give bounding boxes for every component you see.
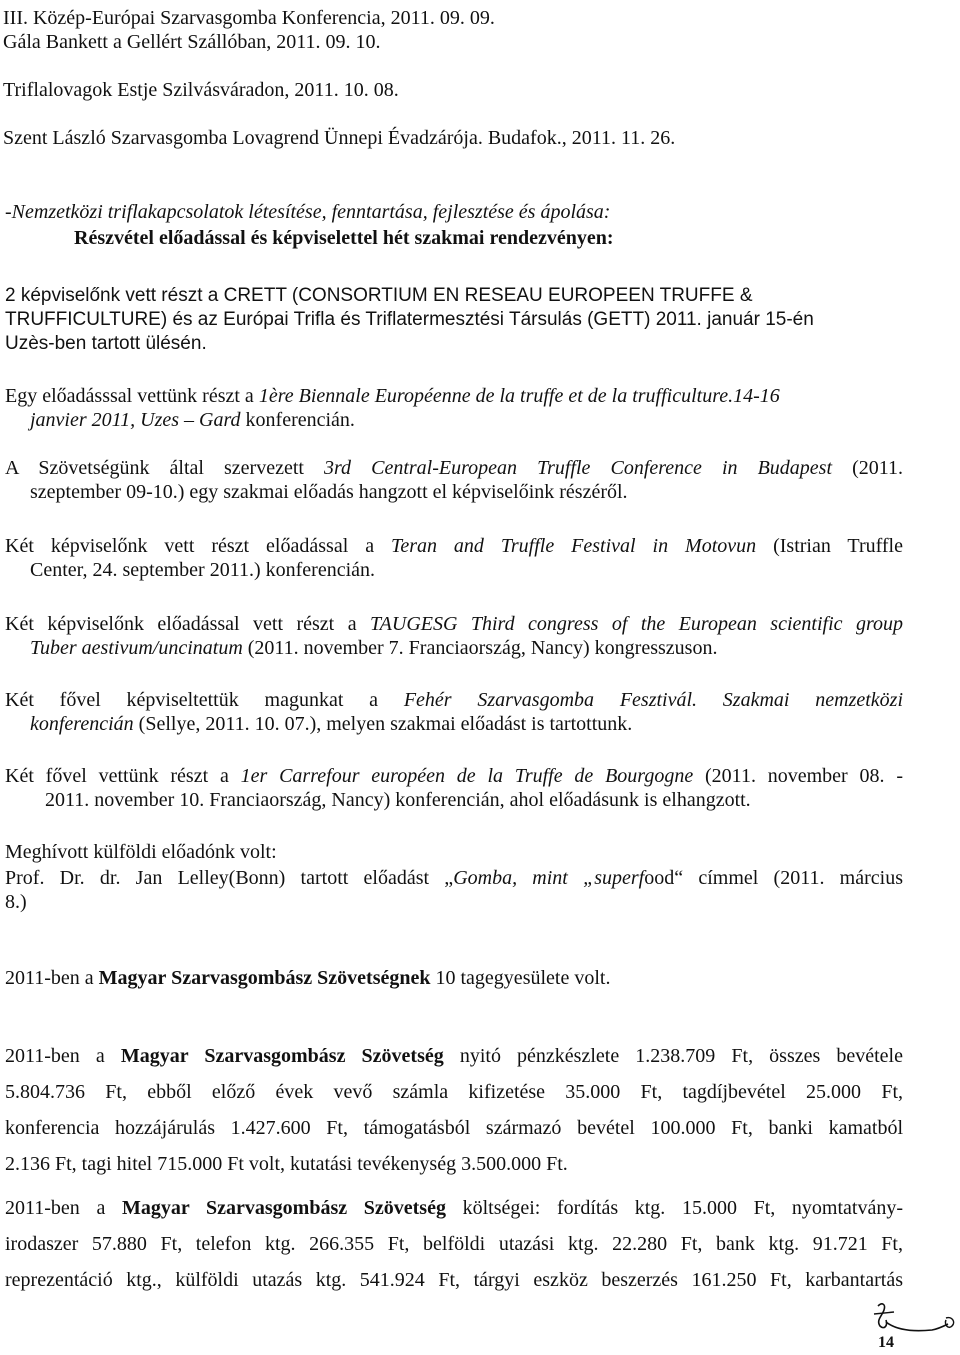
paragraph-line: 2.136 Ft, tagi hitel 715.000 Ft volt, kutatási tevékenység 3.500.000 Ft.: [5, 1153, 568, 1175]
event-title: TAUGESG Third congress of the European scientific group: [370, 613, 903, 635]
text-run: 2011-ben a: [5, 967, 99, 989]
paragraph-line: konferencia hozzájárulás 1.427.600 Ft, támogatásból származó bevétel 100.000 Ft, banki kamatból: [5, 1117, 903, 1139]
text-run: Két fővel vettünk részt a: [5, 765, 241, 787]
paragraph-line: 5.804.736 Ft, ebből előző évek vevő számla kifizetése 35.000 Ft, tagdíjbevétel 25.000 Ft,: [5, 1081, 903, 1103]
event-line: Gála Bankett a Gellért Szállóban, 2011. 09. 10.: [3, 31, 381, 53]
event-title: 1ère Biennale Européenne de la truffe et de la trufficulture.14-16: [258, 385, 780, 407]
event-title: konferencián: [30, 713, 134, 735]
event-title: 1er Carrefour européen de la Truffe de Bourgogne: [240, 765, 694, 787]
text-run: ood“ címmel (2011. március: [644, 867, 903, 889]
paragraph-line: [5, 866, 903, 890]
text-run: Két fővel képviseltettük magunkat a: [5, 689, 404, 711]
paragraph-line: reprezentáció ktg., külföldi utazás ktg. 541.924 Ft, tárgyi eszköz beszerzés 161.250 Ft, karbantartás: [5, 1269, 903, 1291]
text-run: (2011. november 7. Franciaország, Nancy) kongresszuson.: [242, 637, 718, 659]
paragraph-line: irodaszer 57.880 Ft, telefon ktg. 266.355 Ft, belföldi utazási ktg. 22.280 Ft, bank ktg. 91.721 Ft,: [5, 1233, 903, 1255]
text-run: (2011.: [832, 457, 903, 479]
text-run: A Szövetségünk által szervezett: [5, 457, 325, 479]
event-title: Teran and Truffle Festival in Motovun: [391, 535, 757, 557]
paragraph-line: [30, 636, 717, 660]
paragraph-line: 8.): [5, 891, 27, 913]
paragraph-line: [5, 764, 903, 788]
text-run: konferencián.: [240, 409, 355, 431]
event-title: janvier 2011, Uzes – Gard: [30, 409, 241, 431]
section-heading: -Nemzetközi triflakapcsolatok létesítése, fenntartása, fejlesztése és ápolása:: [5, 201, 611, 223]
text-run: nyitó pénzkészlete 1.238.709 Ft, összes bevétele: [443, 1045, 903, 1067]
paragraph-line: [5, 612, 903, 636]
text-run: (2011. november 08. -: [693, 765, 903, 787]
event-line: III. Közép-Európai Szarvasgomba Konferencia, 2011. 09. 09.: [3, 7, 495, 29]
text-run: (Istrian Truffle: [756, 535, 903, 557]
text-run: 2011-ben a: [5, 1045, 121, 1067]
paragraph-line: 2 képviselőnk vett részt a CRETT (CONSORTIUM EN RESEAU EUROPEEN TRUFFE &: [5, 285, 753, 306]
paragraph-line: [5, 688, 903, 712]
text-run: költségei: fordítás ktg. 15.000 Ft, nyomtatvány-: [445, 1197, 903, 1219]
organization-name: Magyar Szarvasgombász Szövetség: [120, 1045, 444, 1067]
paragraph-line: szeptember 09-10.) egy szakmai előadás hangzott el képviselőink részéről.: [30, 481, 628, 503]
paragraph-line: [5, 966, 610, 990]
event-title: Tuber aestivum/uncinatum: [30, 637, 243, 659]
paragraph-line: Uzès-ben tartott ülésén.: [5, 333, 207, 354]
event-title: 3rd Central-European Truffle Conference in Budapest: [324, 457, 833, 479]
paragraph-line: [30, 408, 355, 432]
text-run: 2011-ben a: [5, 1197, 122, 1219]
event-title: Fehér Szarvasgomba Fesztivál. Szakmai nemzetközi: [403, 689, 903, 711]
paragraph-line: [5, 1044, 903, 1068]
page-number: 14: [878, 1334, 894, 1351]
paragraph-line: [5, 456, 903, 480]
paragraph-line: TRUFFICULTURE) és az Európai Trifla és Triflatermesztési Társulás (GETT) 2011. január 15-én: [5, 309, 814, 330]
paragraph-line: [5, 1196, 903, 1220]
paragraph-line: 2011. november 10. Franciaország, Nancy) konferencián, ahol előadásunk is elhangzott.: [45, 789, 751, 811]
event-line: Szent László Szarvasgomba Lovagrend Ünnepi Évadzárója. Budafok., 2011. 11. 26.: [3, 127, 676, 149]
section-subheading: Részvétel előadással és képviselettel hét szakmai rendezvényen:: [74, 227, 614, 249]
paragraph-line: Meghívott külföldi előadónk volt:: [5, 841, 277, 863]
text-run: Egy előadásssal vettünk részt a: [5, 385, 259, 407]
text-run: Prof. Dr. dr. Jan Lelley(Bonn) tartott előadást „: [5, 867, 454, 889]
organization-name: Magyar Szarvasgombász Szövetség: [121, 1197, 446, 1219]
text-run: Két képviselőnk előadással vett részt a: [5, 613, 371, 635]
organization-name: Magyar Szarvasgombász Szövetségnek: [98, 967, 431, 989]
talk-title: Gomba, mint „superf: [453, 867, 645, 889]
text-run: (Sellye, 2011. 10. 07.), melyen szakmai előadást is tartottunk.: [133, 713, 633, 735]
paragraph-line: [5, 534, 903, 558]
text-run: Két képviselőnk vett részt előadással a: [5, 535, 392, 557]
paragraph-line: [30, 712, 632, 736]
paragraph-line: [5, 384, 780, 408]
text-run: 10 tagegyesülete volt.: [430, 967, 611, 989]
paragraph-line: Center, 24. september 2011.) konferencián.: [30, 559, 375, 581]
event-line: Triflalovagok Estje Szilvásváradon, 2011. 10. 08.: [3, 79, 399, 101]
